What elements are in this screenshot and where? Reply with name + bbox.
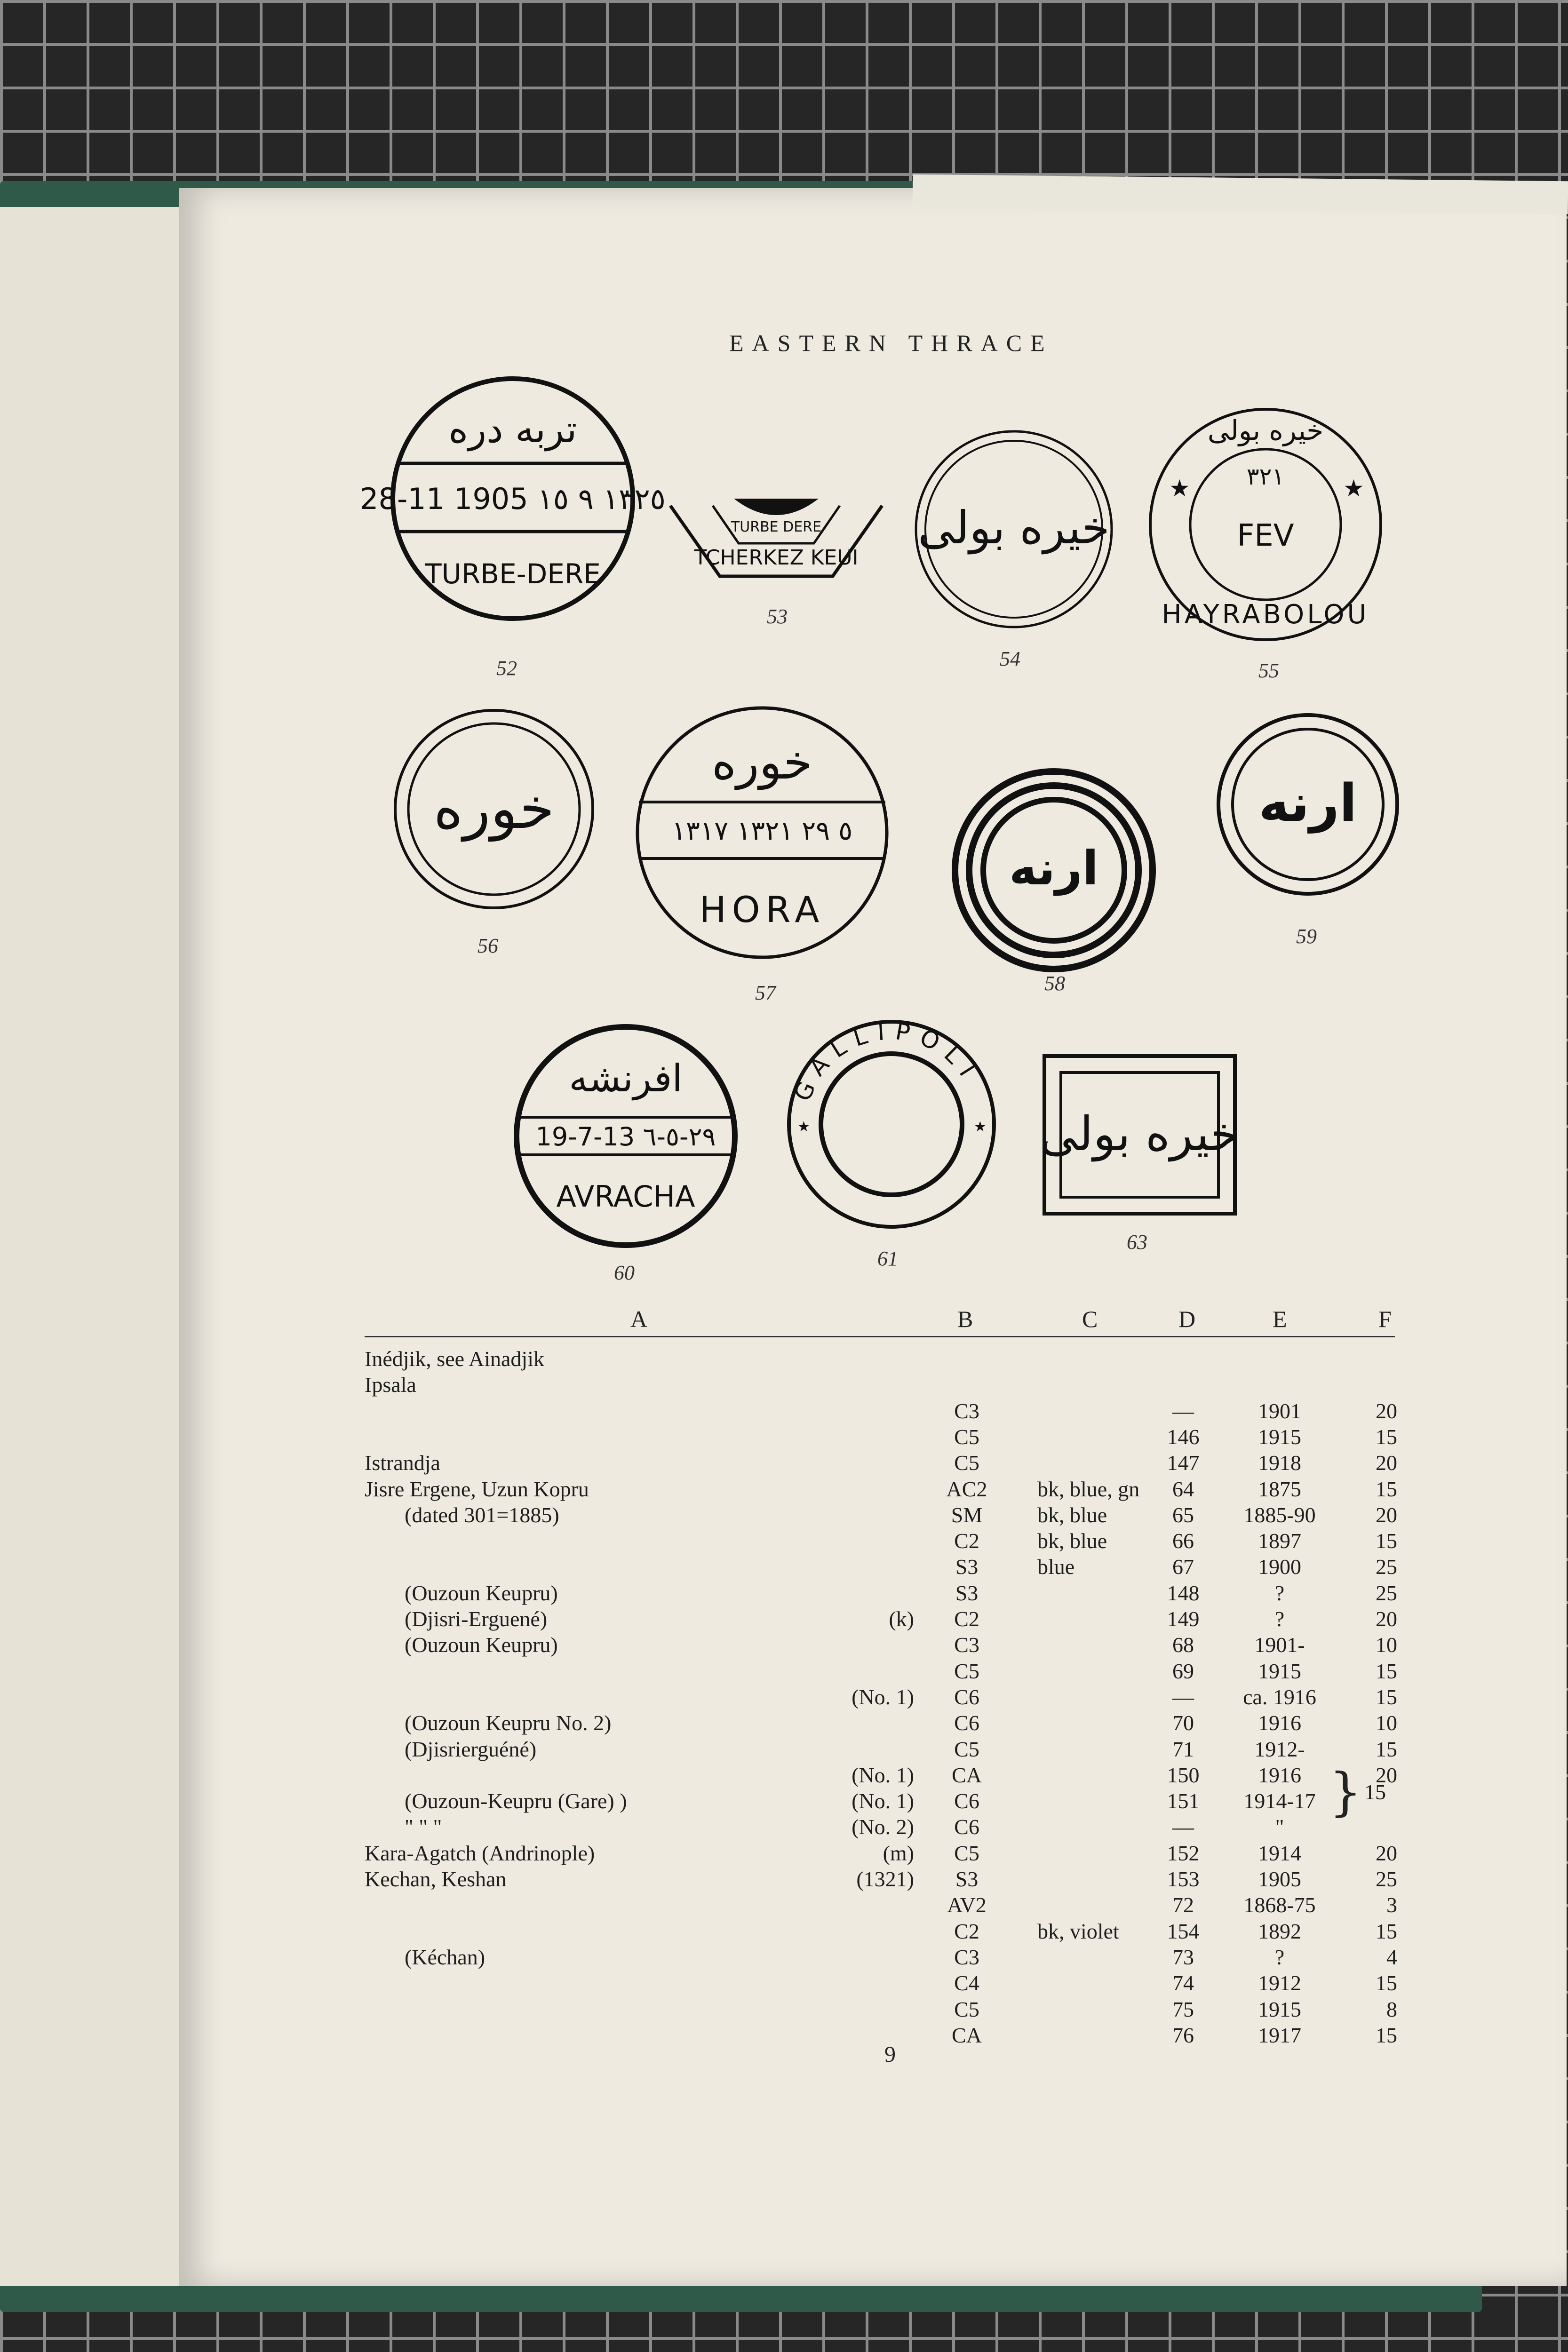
cell-c: bk, violet: [1037, 1919, 1119, 1943]
table-row: [0, 1710, 1568, 1736]
cell-f: 25: [1376, 1555, 1397, 1579]
cell-d: 70: [1172, 1711, 1194, 1735]
cell-b: C3: [954, 1633, 979, 1657]
cell-b: C3: [954, 1398, 979, 1423]
postmark-60: [510, 1021, 741, 1251]
cell-b: C6: [954, 1711, 979, 1735]
cell-b: C6: [954, 1815, 979, 1839]
cell-a: (Ouzoun Keupru): [405, 1581, 558, 1605]
cell-a: (dated 301=1885): [405, 1502, 559, 1527]
cell-f: 15: [1376, 2023, 1397, 2047]
table-row: [0, 1398, 1568, 1424]
cell-e: 1905: [1258, 1867, 1301, 1891]
cell-f: 20: [1376, 1841, 1397, 1865]
cell-f: 10: [1376, 1711, 1397, 1735]
brace: }: [1329, 1762, 1362, 1822]
postmark-60-bottom: AVRACHA: [556, 1179, 695, 1214]
stamp-number-61: 61: [877, 1247, 898, 1270]
cell-note: (No. 1): [852, 1685, 914, 1709]
postmark-54: [910, 426, 1117, 633]
postmark-63: [1039, 1054, 1240, 1216]
table-row: [0, 1919, 1568, 1945]
cell-e: 1875: [1258, 1477, 1301, 1501]
cell-d: 147: [1167, 1451, 1200, 1475]
cell-a: (Ouzoun Keupru): [405, 1633, 558, 1657]
stamp-number-63: 63: [1127, 1231, 1147, 1254]
postmark-59-center: ارنه: [1258, 773, 1357, 833]
cell-e: 1897: [1258, 1529, 1301, 1553]
cell-e: 1892: [1258, 1919, 1301, 1943]
table-row: [0, 1450, 1568, 1476]
cell-f: 15: [1376, 1737, 1397, 1761]
postmark-53-top: TURBE DERE: [731, 519, 822, 535]
cell-f: 25: [1376, 1867, 1397, 1891]
cell-f: 3: [1386, 1893, 1397, 1917]
cell-note: (k): [889, 1607, 914, 1631]
cell-e: 1917: [1258, 2023, 1301, 2047]
cell-d: 68: [1172, 1633, 1194, 1657]
cell-f: 20: [1376, 1502, 1397, 1527]
table-row: [0, 1477, 1568, 1502]
cell-d: 149: [1167, 1607, 1200, 1631]
table-row: [0, 1997, 1568, 2023]
postmark-58: [950, 767, 1157, 974]
cell-e: 1914: [1258, 1841, 1301, 1865]
cell-b: AV2: [947, 1893, 987, 1917]
cell-e: 1868-75: [1243, 1893, 1316, 1917]
cell-c: bk, blue: [1037, 1502, 1107, 1527]
cell-e: 1918: [1258, 1451, 1301, 1475]
cell-f: 20: [1376, 1607, 1397, 1631]
table-row: [0, 1424, 1568, 1450]
table-row: [0, 1606, 1568, 1632]
cell-b: C5: [954, 1841, 979, 1865]
table-row: [0, 1554, 1568, 1580]
cell-note: (No. 2): [852, 1815, 914, 1839]
table-row: [0, 2023, 1568, 2049]
cell-e: ?: [1274, 1945, 1285, 1969]
postmark-55-bottom: HAYRABOLOU: [1162, 599, 1369, 630]
cell-d: 152: [1167, 1841, 1200, 1865]
cell-d: 74: [1172, 1971, 1194, 1995]
cell-b: CA: [952, 1763, 982, 1787]
cell-f: 15: [1376, 1971, 1397, 1995]
stamp-number-53: 53: [767, 605, 788, 628]
stamp-number-57: 57: [755, 981, 776, 1004]
header-rule: [365, 1336, 1395, 1337]
cell-note: (No. 1): [852, 1789, 914, 1813]
col-header-e: E: [1273, 1306, 1287, 1332]
cell-c: blue: [1037, 1555, 1075, 1579]
stamp-number-60: 60: [614, 1261, 635, 1284]
cell-d: 151: [1167, 1789, 1200, 1813]
cell-d: 65: [1172, 1502, 1194, 1527]
postmark-61-ring: GALLIPOLI: [788, 1017, 986, 1105]
cell-f: 20: [1376, 1451, 1397, 1475]
cell-e: 1912: [1258, 1971, 1301, 1995]
postmark-53: [663, 480, 889, 588]
cell-d: 67: [1172, 1555, 1194, 1579]
col-header-a: A: [630, 1306, 648, 1332]
cell-a: Istrandja: [365, 1451, 440, 1475]
cell-b: S3: [955, 1867, 979, 1891]
table-row: [0, 1502, 1568, 1528]
cell-f: 15: [1376, 1919, 1397, 1943]
cell-b: C2: [954, 1919, 979, 1943]
cell-e: 1900: [1258, 1555, 1301, 1579]
postmark-52: [360, 372, 666, 626]
postmark-60-band: 19-7-13 ٢٩-٥-٦: [535, 1122, 716, 1152]
cell-a: Kara-Agatch (Andrinople): [365, 1841, 595, 1865]
stamp-number-59: 59: [1296, 925, 1317, 948]
table-row: [0, 1945, 1568, 1971]
cell-e: 1901-: [1254, 1633, 1305, 1657]
cell-d: 150: [1167, 1763, 1200, 1787]
stamp-number-55: 55: [1258, 659, 1279, 682]
cell-d: 146: [1167, 1424, 1200, 1449]
stamp-number-56: 56: [478, 934, 498, 957]
postmark-53-bottom: TCHERKEZ KEUI: [694, 546, 859, 570]
postmark-57-top: خوره: [711, 735, 813, 790]
table-row: [0, 1632, 1568, 1658]
cell-f: 10: [1376, 1633, 1397, 1657]
cell-e: ?: [1274, 1607, 1285, 1631]
cell-b: SM: [951, 1502, 983, 1527]
cell-note: (No. 1): [852, 1763, 914, 1787]
table-row: [0, 1659, 1568, 1685]
cell-f: 15: [1376, 1477, 1397, 1501]
col-header-f: F: [1378, 1306, 1392, 1332]
col-header-b: B: [957, 1306, 973, 1332]
table-row: [0, 1737, 1568, 1763]
cell-a: " " ": [405, 1815, 442, 1839]
svg-text:★: ★: [1169, 475, 1190, 501]
cell-d: 64: [1172, 1477, 1194, 1501]
stamp-number-52: 52: [496, 657, 517, 680]
cell-a: Jisre Ergene, Uzun Kopru: [365, 1477, 589, 1501]
cell-b: C4: [954, 1971, 979, 1995]
postmark-56-center: خوره: [433, 776, 555, 842]
table-row: [0, 1892, 1568, 1918]
postmark-57: [630, 701, 894, 964]
cell-b: C6: [954, 1789, 979, 1813]
cell-e: 1915: [1258, 1659, 1301, 1683]
cell-c: bk, blue: [1037, 1529, 1107, 1553]
col-header-c: C: [1082, 1306, 1098, 1332]
svg-text:★: ★: [974, 1119, 987, 1135]
postmark-56: [390, 706, 597, 913]
cell-d: 72: [1172, 1893, 1194, 1917]
page-header: EASTERN THRACE: [729, 330, 1053, 356]
postmark-59: [1214, 710, 1402, 898]
table-row: [0, 1841, 1568, 1867]
postmark-61: [783, 1016, 1000, 1232]
cell-b: C5: [954, 1451, 979, 1475]
cell-f: 20: [1376, 1398, 1397, 1423]
postmark-54-center: خيره بولی: [918, 501, 1110, 554]
cell-e: ca. 1916: [1243, 1685, 1316, 1709]
cell-a: (Ouzoun-Keupru (Gare) ): [405, 1789, 627, 1813]
cell-c: bk, blue, gn: [1037, 1477, 1140, 1501]
cell-f: 15: [1376, 1659, 1397, 1683]
cell-b: C5: [954, 1424, 979, 1449]
cell-f: 4: [1386, 1945, 1397, 1969]
loose-sheet: [913, 175, 1568, 215]
stamp-number-54: 54: [1000, 647, 1020, 670]
cell-b: C2: [954, 1607, 979, 1631]
cell-note: (1321): [856, 1867, 914, 1891]
cell-e: 1914-17: [1243, 1789, 1316, 1813]
brace-value: 15: [1364, 1780, 1386, 1804]
postmark-52-bottom: TURBE-DERE: [425, 558, 601, 590]
cell-note: (m): [883, 1841, 914, 1865]
cell-a: (Kéchan): [405, 1945, 486, 1969]
table-row: [0, 1346, 1568, 1372]
table-row: [0, 1685, 1568, 1710]
cell-e: 1915: [1258, 1997, 1301, 2021]
cell-f: 15: [1376, 1685, 1397, 1709]
postmark-57-bottom: HORA: [699, 889, 825, 930]
cell-f: 15: [1376, 1424, 1397, 1449]
postmark-55-number: ٣٢١: [1246, 463, 1285, 490]
cell-d: 153: [1167, 1867, 1200, 1891]
table-row: [0, 1581, 1568, 1606]
col-header-d: D: [1178, 1306, 1196, 1332]
cell-e: 1916: [1258, 1763, 1301, 1787]
table-row: [0, 1971, 1568, 1996]
cell-d: 148: [1167, 1581, 1200, 1605]
cell-b: C5: [954, 1737, 979, 1761]
cell-b: S3: [955, 1581, 979, 1605]
postmark-55: [1143, 402, 1388, 647]
table-row: [0, 1867, 1568, 1892]
cell-b: AC2: [946, 1477, 987, 1501]
postmark-57-band: ٥ ٢٩ ١٣٢١ ١٣١٧: [671, 816, 853, 846]
cell-a: (Djisri-Erguené): [405, 1607, 548, 1631]
cell-b: S3: [955, 1555, 979, 1579]
postmark-52-top: تربه دره: [448, 407, 577, 451]
cell-e: 1915: [1258, 1424, 1301, 1449]
svg-text:★: ★: [1343, 475, 1364, 501]
cell-d: —: [1172, 1398, 1194, 1423]
cell-f: 25: [1376, 1581, 1397, 1605]
cell-d: 76: [1172, 2023, 1194, 2047]
cell-d: 154: [1167, 1919, 1200, 1943]
page-number: 9: [884, 2042, 896, 2067]
cell-d: —: [1172, 1815, 1194, 1839]
cell-b: C3: [954, 1945, 979, 1969]
postmark-52-band: 28-11 1905 ١٣٢٥ ٩ ١٥: [360, 482, 666, 516]
cell-a: (Djisrierguéné): [405, 1737, 537, 1761]
cell-d: 75: [1172, 1997, 1194, 2021]
cell-a: Ipsala: [365, 1373, 416, 1397]
postmark-55-top: خيره بولی: [1207, 414, 1324, 446]
cell-f: 8: [1386, 1997, 1397, 2021]
postmark-55-middle: FEV: [1237, 518, 1294, 553]
cell-b: C6: [954, 1685, 979, 1709]
cell-e: 1885-90: [1243, 1502, 1316, 1527]
postmark-60-top: افرنشه: [569, 1057, 683, 1100]
cell-d: —: [1172, 1685, 1194, 1709]
cell-b: C5: [954, 1997, 979, 2021]
cell-a: (Ouzoun Keupru No. 2): [405, 1711, 612, 1735]
stamp-number-58: 58: [1044, 972, 1065, 995]
cell-e: ": [1275, 1815, 1284, 1839]
cell-a: Inédjik, see Ainadjik: [365, 1347, 544, 1371]
cell-e: 1901: [1258, 1398, 1301, 1423]
cell-e: ?: [1274, 1581, 1285, 1605]
cell-d: 73: [1172, 1945, 1194, 1969]
postmark-58-center: ارنه: [1009, 841, 1099, 896]
cell-b: C2: [954, 1529, 979, 1553]
cell-e: 1916: [1258, 1711, 1301, 1735]
cell-a: Kechan, Keshan: [365, 1867, 507, 1891]
cell-d: 66: [1172, 1529, 1194, 1553]
table-row: [0, 1528, 1568, 1554]
cell-d: 71: [1172, 1737, 1194, 1761]
svg-text:★: ★: [797, 1119, 810, 1135]
cell-b: C5: [954, 1659, 979, 1683]
postmark-63-center: خيره بولی: [1039, 1106, 1240, 1161]
cell-f: 15: [1376, 1529, 1397, 1553]
cell-e: 1912-: [1254, 1737, 1305, 1761]
cell-f: 20: [1376, 1763, 1397, 1787]
cell-b: CA: [952, 2023, 982, 2047]
table-row: [0, 1372, 1568, 1398]
cell-d: 69: [1172, 1659, 1194, 1683]
